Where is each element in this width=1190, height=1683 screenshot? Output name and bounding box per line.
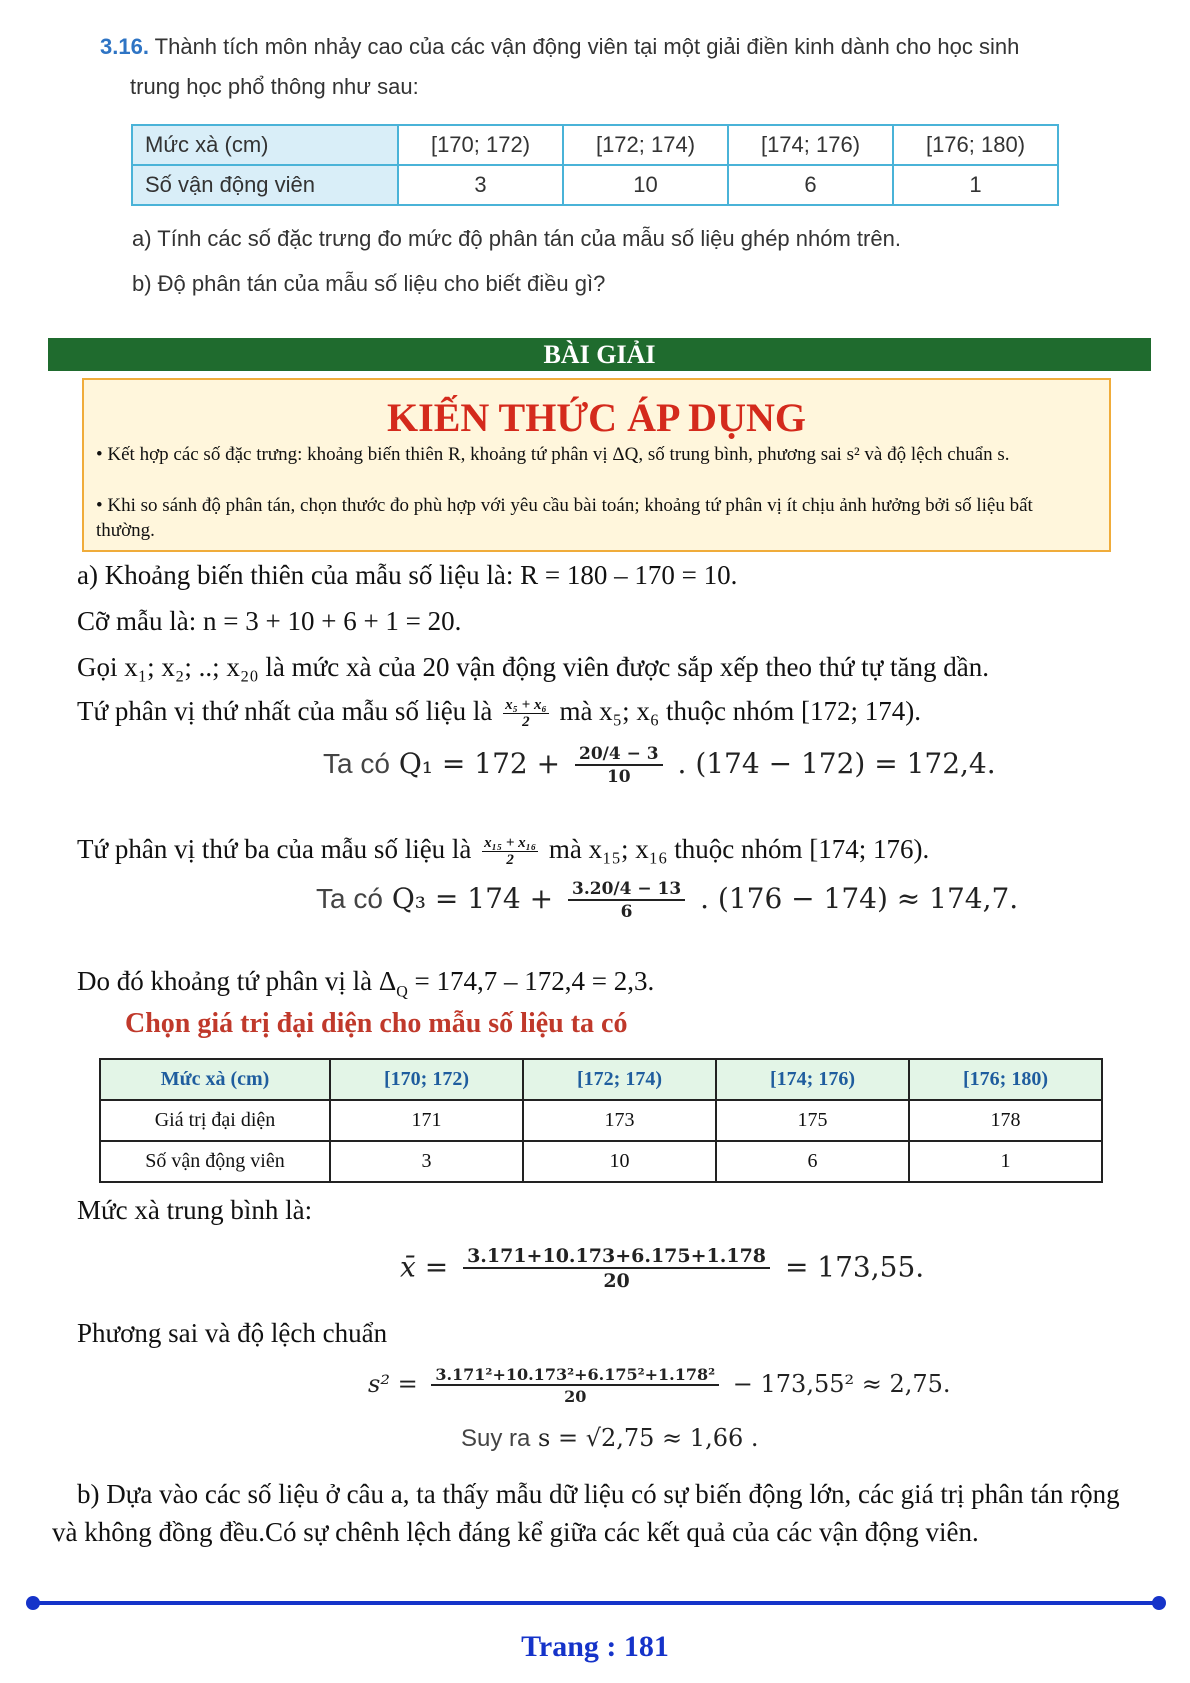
solution-line-iqr [77, 966, 654, 1001]
footer-left-dot [26, 1596, 40, 1610]
formula-rhs: = 173,55. [784, 1250, 925, 1284]
fraction-denominator: 20 [603, 1269, 630, 1292]
mean-formula [400, 1246, 924, 1292]
solution-line-q3-intro [77, 834, 929, 868]
table-cell: 1 [893, 165, 1058, 205]
representative-heading: Chọn giá trị đại diện cho mẫu số liệu ta có [125, 1008, 628, 1039]
q1-intro-tail: mà x₅; x₆ thuộc nhóm [172; 174). [559, 696, 921, 726]
table-cell: 3 [330, 1141, 523, 1182]
knowledge-bullet-2: • Khi so sánh độ phân tán, chọn thước đo phù hợp với yêu cầu bài toán; khoảng tứ phân vị ít chịu ảnh hưởng bởi số liệu bất thường. [96, 495, 1033, 541]
formula-label: Ta có [323, 748, 390, 780]
fraction-numerator: x₁₅ + x₁₆ [484, 835, 537, 852]
table-cell: Số vận động viên [132, 165, 398, 205]
table-cell: 178 [909, 1100, 1102, 1141]
table-cell: 10 [523, 1141, 716, 1182]
mean-intro: Mức xà trung bình là: [77, 1195, 313, 1225]
formula-rhs: . (174 − 172) = 172,4. [677, 747, 996, 781]
q1-intro-text: Tứ phân vị thứ nhất của mẫu số liệu là [77, 696, 493, 726]
q3-index-fraction [482, 835, 538, 868]
table-row [100, 1100, 1102, 1141]
part-b-answer: b) Dựa vào các số liệu ở câu a, ta thấy mẫu dữ liệu có sự biến động lớn, các giá trị phân tán rộng và không đồng đều.Có sự chênh lệch đáng kể giữa các kết quả của các vận động viên. [52, 1479, 1120, 1547]
formula-expression: s = √2,75 ≈ 1,66 . [538, 1424, 759, 1452]
fraction-numerator: 3.171²+10.173²+6.175²+1.178² [431, 1366, 719, 1386]
formula-lhs: Q₁ = 172 + [398, 747, 561, 781]
formula-fraction [463, 1246, 770, 1292]
question-b: b) Độ phân tán của mẫu số liệu cho biết điều gì? [132, 271, 606, 296]
q3-formula [316, 880, 1018, 921]
problem-text-1: Thành tích môn nhảy cao của các vận động viên tại một giải điền kinh dành cho học sinh [154, 34, 1020, 59]
table-cell: [170; 172) [330, 1059, 523, 1100]
table-cell: 1 [909, 1141, 1102, 1182]
knowledge-title: KIẾN THỨC ÁP DỤNG [387, 395, 806, 440]
table-cell: [174; 176) [716, 1059, 909, 1100]
std-dev-formula [461, 1424, 759, 1453]
footer-right-dot [1152, 1596, 1166, 1610]
solution-line-order: Gọi x₁; x₂; ..; x₂₀ là mức xà của 20 vận động viên được sắp xếp theo thứ tự tăng dần. [77, 652, 990, 682]
table-cell: Mức xà (cm) [100, 1059, 330, 1100]
formula-lhs: x̄ = [400, 1250, 449, 1284]
knowledge-box [82, 378, 1111, 552]
problem-text-2: trung học phổ thông như sau: [130, 74, 419, 99]
table-cell: 6 [716, 1141, 909, 1182]
problem-table-row-levels [132, 125, 1058, 165]
formula-rhs: − 173,55² ≈ 2,75. [732, 1370, 951, 1399]
q1-index-fraction [503, 697, 549, 730]
problem-table-row-counts [132, 165, 1058, 205]
table-cell: [176; 180) [909, 1059, 1102, 1100]
solution-line-range: a) Khoảng biến thiên của mẫu số liệu là: R = 180 – 170 = 10. [77, 560, 738, 590]
iqr-subscript: Q [396, 983, 408, 1001]
formula-lhs: Q₃ = 174 + [391, 882, 554, 916]
fraction-numerator: 3.171+10.173+6.175+1.178 [463, 1246, 770, 1269]
table-cell: 3 [398, 165, 563, 205]
fraction-numerator: 20/4 − 3 [575, 745, 663, 766]
q3-intro-tail: mà x₁₅; x₁₆ thuộc nhóm [174; 176). [548, 834, 930, 864]
fraction-denominator: 2 [522, 714, 530, 731]
formula-label: Ta có [316, 883, 383, 915]
table-cell: 175 [716, 1100, 909, 1141]
solution-line-size: Cỡ mẫu là: n = 3 + 10 + 6 + 1 = 20. [77, 606, 462, 636]
q3-intro-text: Tứ phân vị thứ ba của mẫu số liệu là [77, 834, 472, 864]
formula-label: Suy ra [461, 1425, 531, 1452]
knowledge-bullet-1: • Kết hợp các số đặc trưng: khoảng biến thiên R, khoảng tứ phân vị ΔQ, số trung bình, phương sai s² và độ lệch chuẩn s. [96, 444, 1010, 465]
iqr-value: = 174,7 – 172,4 = 2,3. [407, 966, 655, 996]
footer-divider [32, 1601, 1160, 1605]
table-cell: [176; 180) [893, 125, 1058, 165]
table-cell: [174; 176) [728, 125, 893, 165]
page-number: Trang : 181 [521, 1630, 669, 1663]
table-cell: 6 [728, 165, 893, 205]
table-cell: [172; 174) [523, 1059, 716, 1100]
formula-fraction [568, 880, 685, 921]
fraction-denominator: 6 [620, 901, 633, 922]
fraction-numerator: x₅ + x₆ [505, 697, 547, 714]
fraction-denominator: 20 [564, 1386, 587, 1406]
problem-line-1 [100, 34, 1019, 60]
fraction-denominator: 10 [606, 766, 631, 787]
solution-line-q1-intro [77, 696, 921, 730]
formula-rhs: . (176 − 174) ≈ 174,7. [700, 882, 1019, 916]
table-cell: [170; 172) [398, 125, 563, 165]
problem-number: 3.16. [100, 34, 149, 59]
formula-lhs: s² = [368, 1370, 418, 1399]
table-cell: 10 [563, 165, 728, 205]
question-a: a) Tính các số đặc trưng đo mức độ phân tán của mẫu số liệu ghép nhóm trên. [132, 226, 901, 251]
table-cell: Số vận động viên [100, 1141, 330, 1182]
table-cell: [172; 174) [563, 125, 728, 165]
formula-fraction [575, 745, 663, 786]
solution-banner: BÀI GIẢI [48, 338, 1151, 371]
formula-fraction [431, 1366, 719, 1405]
representative-table [99, 1058, 1103, 1183]
table-row [100, 1059, 1102, 1100]
variance-formula [368, 1366, 951, 1405]
table-row [100, 1141, 1102, 1182]
fraction-numerator: 3.20/4 − 13 [568, 880, 685, 901]
table-cell: Giá trị đại diện [100, 1100, 330, 1141]
iqr-text: Do đó khoảng tứ phân vị là Δ [77, 966, 397, 996]
table-cell: 171 [330, 1100, 523, 1141]
table-cell: Mức xà (cm) [132, 125, 398, 165]
fraction-denominator: 2 [506, 852, 514, 869]
problem-table [131, 124, 1059, 206]
q1-formula [323, 745, 996, 786]
table-cell: 173 [523, 1100, 716, 1141]
variance-intro: Phương sai và độ lệch chuẩn [77, 1318, 388, 1348]
